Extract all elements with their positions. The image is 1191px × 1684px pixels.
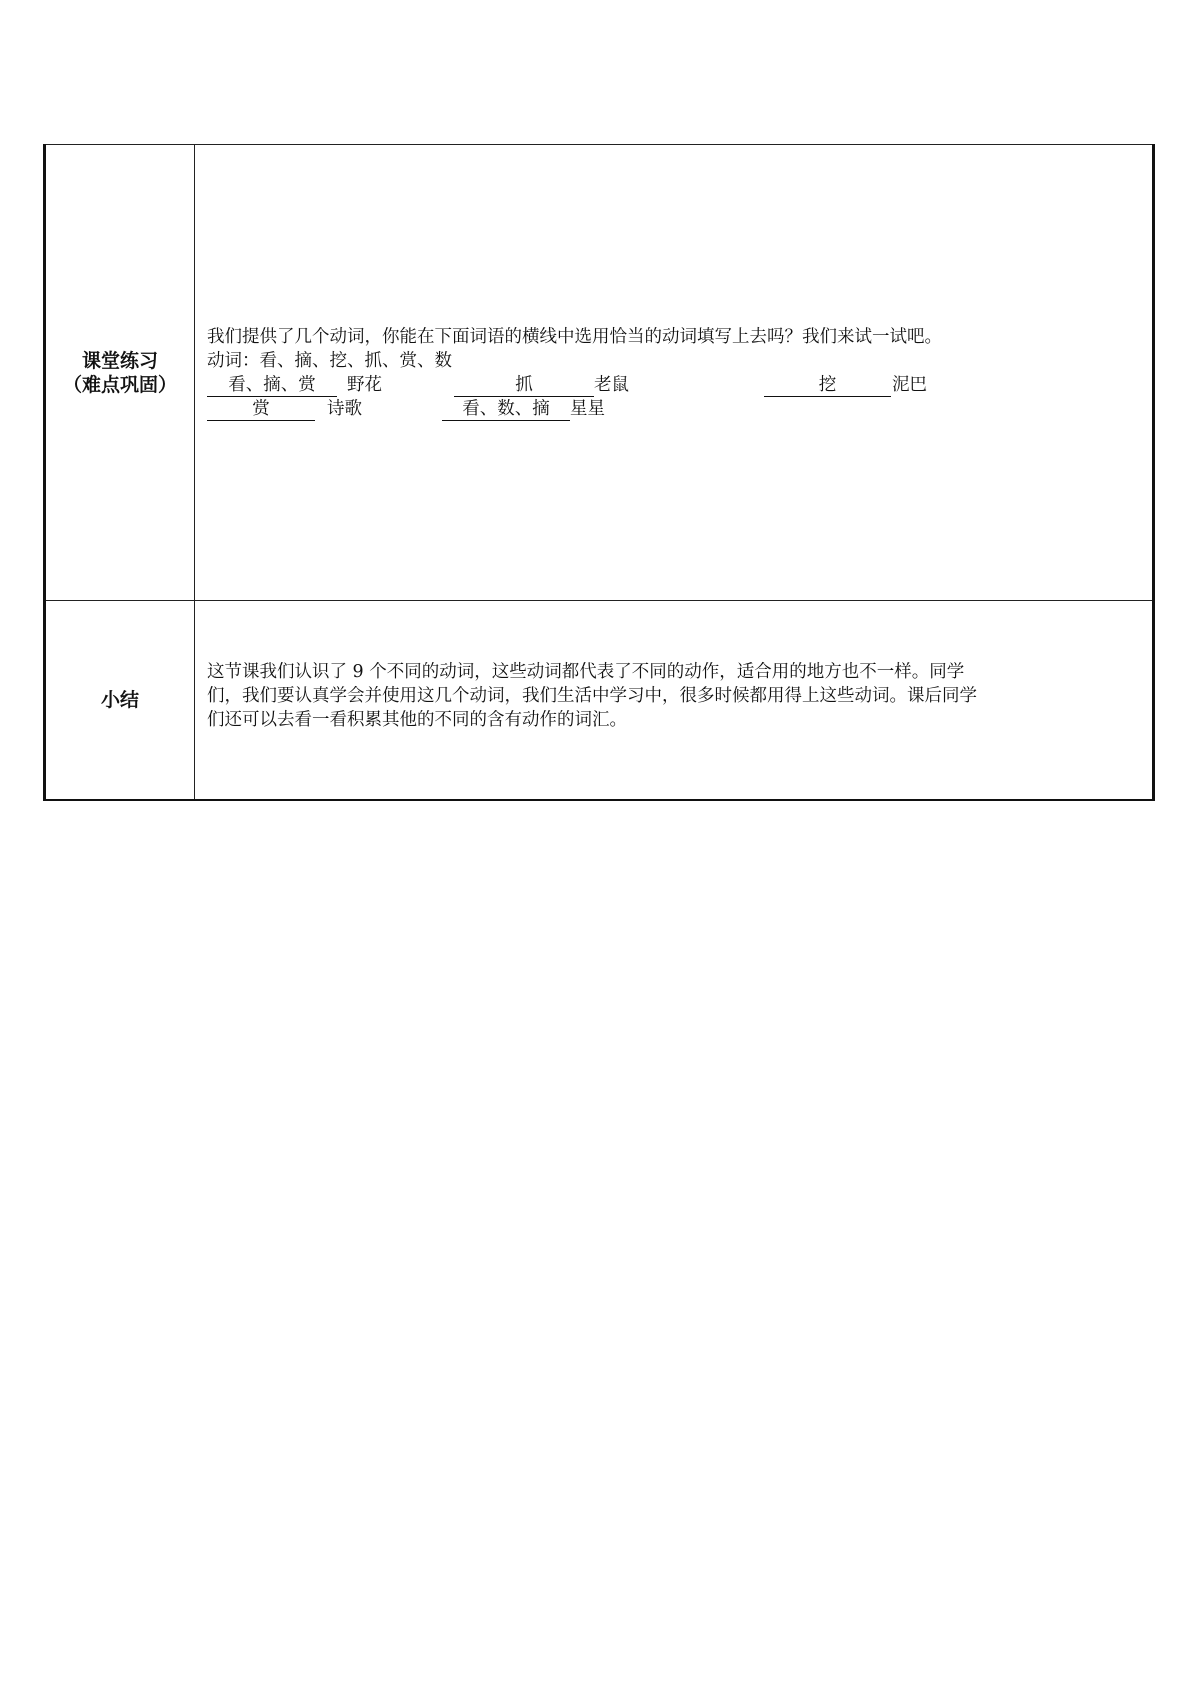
practice-row	[45, 145, 1154, 601]
answer-blank: 赏	[207, 397, 315, 421]
summary-line: 们，我们要认真学会并使用这几个动词，我们生活中学习中，很多时候都用得上这些动词。课后同学	[207, 685, 977, 706]
exercise-word: 诗歌	[327, 398, 362, 419]
exercise-line-1	[207, 373, 1142, 397]
practice-content-cell	[195, 145, 1154, 601]
summary-label-cell	[45, 601, 195, 800]
exercise-word: 泥巴	[892, 374, 927, 395]
lesson-table	[43, 144, 1155, 801]
practice-label: 课堂练习	[81, 349, 158, 372]
summary-line: 们还可以去看一看积累其他的不同的含有动作的词汇。	[207, 709, 627, 730]
answer-blank: 抓	[454, 373, 594, 397]
exercise-word: 星星	[570, 398, 605, 419]
summary-row	[45, 601, 1154, 800]
summary-text	[207, 660, 1142, 732]
exercise-word: 老鼠	[594, 374, 629, 395]
answer-blank: 挖	[764, 373, 891, 397]
exercise-word: 野花	[347, 374, 382, 395]
exercise-line-2	[207, 397, 1142, 421]
summary-label: 小结	[100, 688, 139, 711]
answer-blank: 看、数、摘	[442, 397, 570, 421]
practice-label-cell	[45, 145, 195, 601]
summary-line: 这节课我们认识了 9 个不同的动词，这些动词都代表了不同的动作，适合用的地方也不一样。同学	[207, 661, 965, 682]
practice-instruction: 我们提供了几个动词，你能在下面词语的横线中选用恰当的动词填写上去吗？我们来试一试吧。	[207, 326, 942, 347]
summary-content-cell	[195, 601, 1154, 800]
verb-list: 动词：看、摘、挖、抓、赏、数	[207, 350, 452, 371]
practice-sublabel: （难点巩固）	[62, 373, 177, 396]
answer-blank: 看、摘、赏	[207, 373, 337, 397]
